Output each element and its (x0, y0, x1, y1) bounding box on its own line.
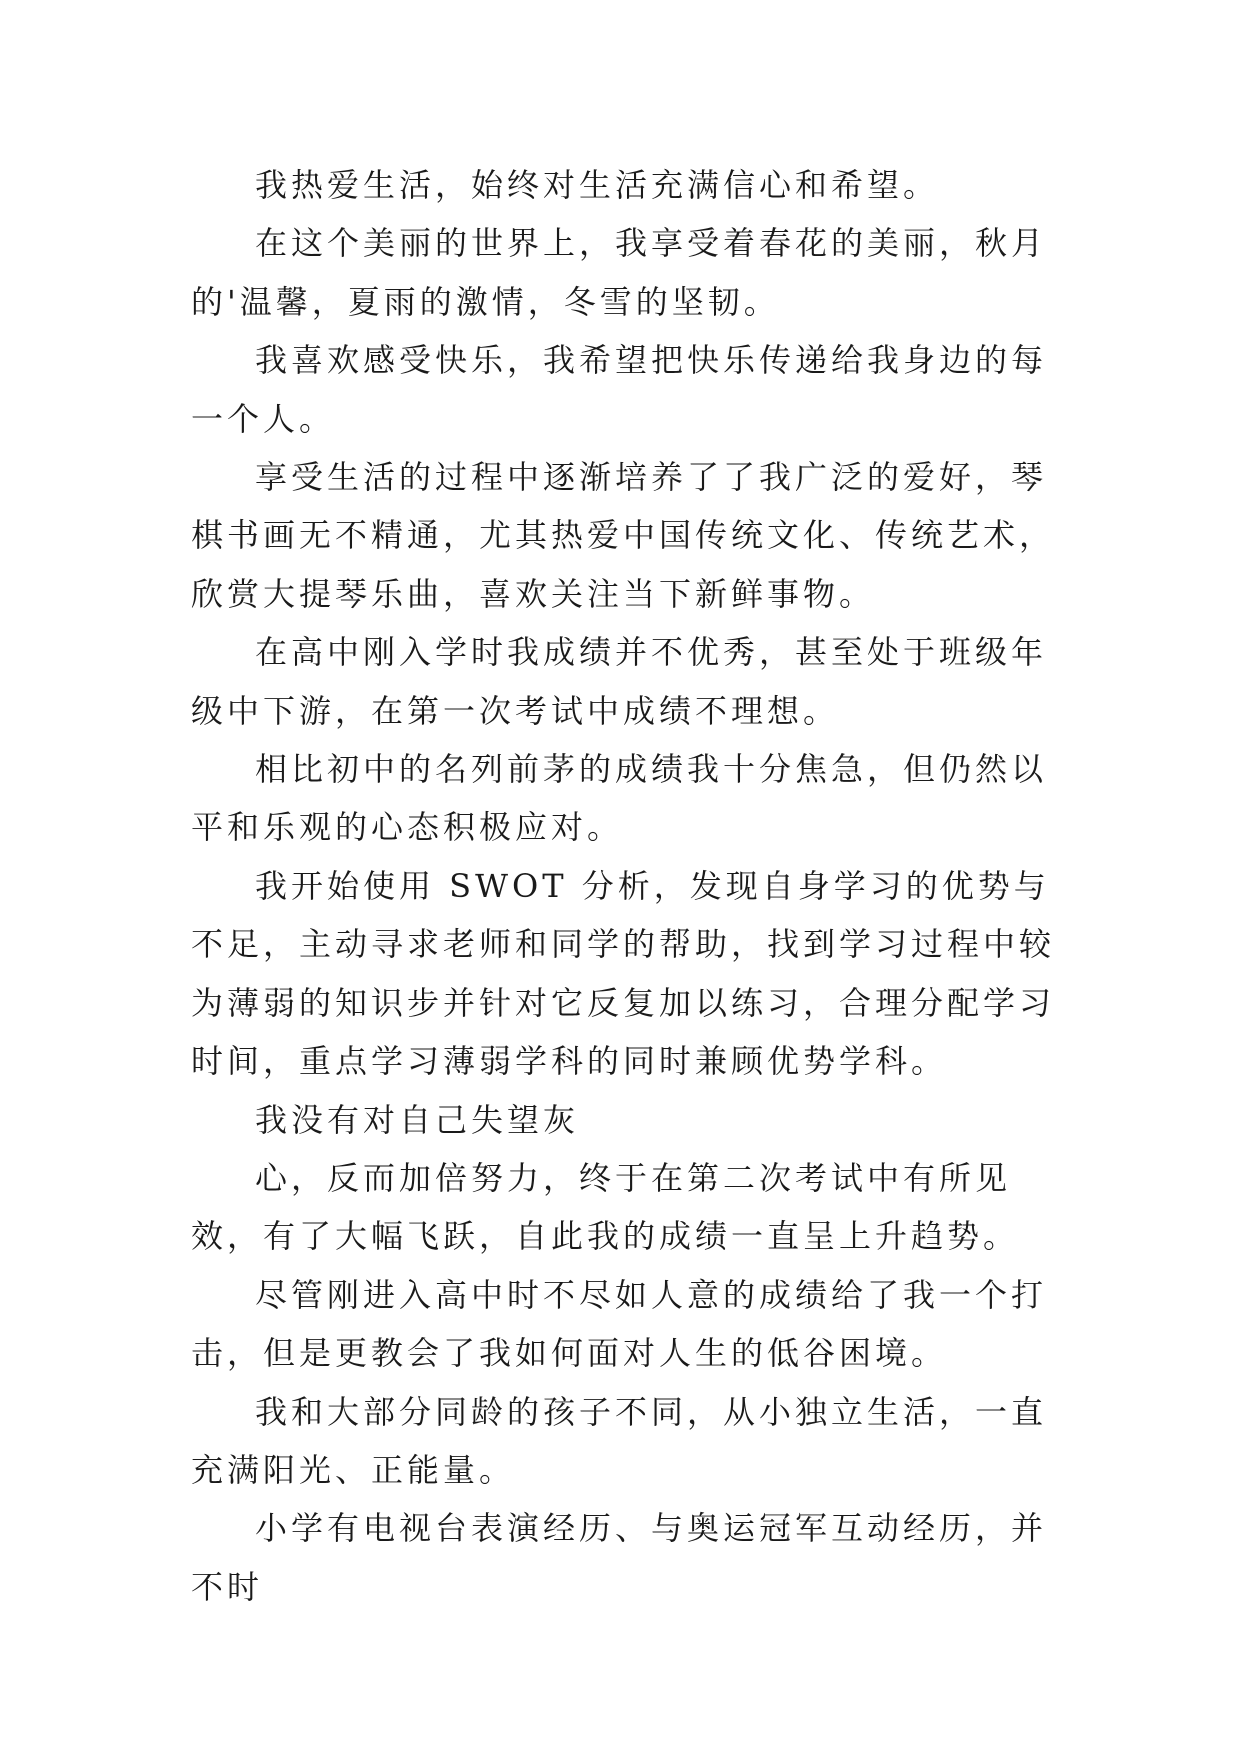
paragraph: 在这个美丽的世界上，我享受着春花的美丽，秋月的'温馨，夏雨的激情，冬雪的坚韧。 (191, 224, 1048, 321)
paragraph: 尽管刚进入高中时不尽如人意的成绩给了我一个打击，但是更教会了我如何面对人生的低谷困境。 (191, 1275, 1048, 1373)
paragraph: 我热爱生活，始终对生活充满信心和希望。 (255, 166, 940, 204)
paragraph: 享受生活的过程中逐渐培养了了我广泛的爱好，琴棋书画无不精通，尤其热爱中国传统文化、传统艺术，欣赏大提琴乐曲，喜欢关注当下新鲜事物。 (191, 458, 1056, 613)
paragraph: 小学有电视台表演经历、与奥运冠军互动经历，并不时 (191, 1509, 1048, 1606)
paragraph: 我喜欢感受快乐，我希望把快乐传递给我身边的每一个人。 (191, 341, 1048, 438)
paragraph: 我和大部分同龄的孩子不同，从小独立生活，一直充满阳光、正能量。 (191, 1392, 1048, 1489)
paragraph: 我没有对自己失望灰 (255, 1100, 580, 1139)
paragraph: 相比初中的名列前茅的成绩我十分焦急，但仍然以平和乐观的心态积极应对。 (191, 750, 1048, 847)
document-body (191, 156, 1071, 1616)
paragraph: 我开始使用 SWOT 分析，发现自身学习的优势与不足，主动寻求老师和同学的帮助，找到学习过程中较为薄弱的知识步并针对它反复加以练习，合理分配学习时间，重点学习薄弱学科的同时兼顾优势学科。 (191, 866, 1056, 1081)
paragraph: 心，反而加倍努力，终于在第二次考试中有所见效，有了大幅飞跃，自此我的成绩一直呈上升趋势。 (191, 1158, 1020, 1256)
paragraph: 在高中刚入学时我成绩并不优秀，甚至处于班级年级中下游，在第一次考试中成绩不理想。 (191, 633, 1048, 730)
